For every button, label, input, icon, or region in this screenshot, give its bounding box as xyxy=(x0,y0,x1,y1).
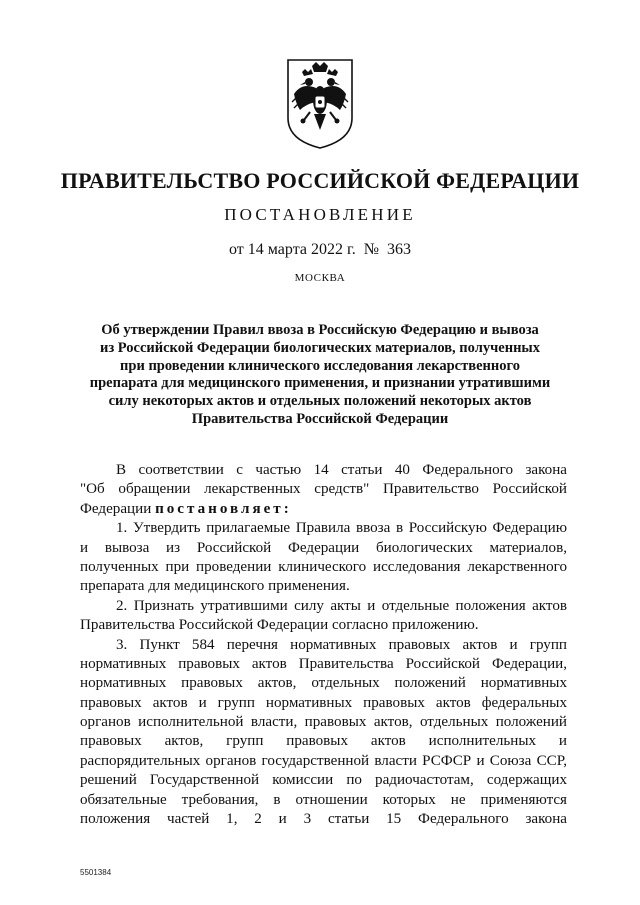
coat-of-arms-emblem-icon xyxy=(282,52,358,152)
title-line: из Российской Федерации биологических материалов, полученных xyxy=(99,339,541,356)
document-type: ПОСТАНОВЛЕНИЕ xyxy=(224,205,416,224)
body-line: нормативных правовых актов Правительства Российской Федерации, xyxy=(80,655,567,672)
body-line: препарата для медицинского применения. xyxy=(80,578,350,595)
title-line: препарата для медицинского применения, и признании утратившими xyxy=(89,375,551,392)
government-heading: ПРАВИТЕЛЬСТВО РОССИЙСКОЙ ФЕДЕРАЦИИ xyxy=(60,168,580,193)
body-line: 1. Утвердить прилагаемые Правила ввоза в Российскую Федерацию xyxy=(116,520,567,537)
document-body xyxy=(80,461,567,829)
document-number-footer: 5501384 xyxy=(80,868,112,877)
body-line-text: Федерации xyxy=(80,500,156,517)
body-line: Правительства Российской Федерации согласно приложению. xyxy=(80,617,479,634)
body-line: нормативных правовых актов, отдельных положений нормативных xyxy=(80,675,567,692)
body-line: обязательные требования, в отношении которых не применяются xyxy=(80,791,567,808)
body-line xyxy=(80,500,567,519)
body-line: полученных при проведении клинического исследования лекарственного xyxy=(80,558,567,575)
title-line: силу некоторых актов и отдельных положений некоторых актов xyxy=(108,393,532,410)
body-line: "Об обращении лекарственных средств" Правительство Российской xyxy=(80,481,567,498)
body-line: распорядительных органов государственной власти РСФСР и Союза ССР, xyxy=(80,752,567,769)
body-line: и вывоза из Российской Федерации биологических материалов, xyxy=(80,539,567,556)
resolves-keyword: постановляет: xyxy=(155,500,292,517)
title-line: Об утверждении Правил ввоза в Российскую Федерацию и вывоза xyxy=(101,322,539,338)
body-line: решений Государственной комиссии по радиочастотам, содержащих xyxy=(80,772,567,789)
body-line: правовых актов, групп правовых актов исполнительных и xyxy=(80,733,567,750)
body-line: положения частей 1, 2 и 3 статьи 15 Федерального закона xyxy=(80,811,567,828)
body-line: 3. Пункт 584 перечня нормативных правовых актов и групп xyxy=(116,636,567,653)
city: МОСКВА xyxy=(294,272,346,284)
body-line: В соответствии с частью 14 статьи 40 Федерального закона xyxy=(116,462,567,478)
body-line: органов исполнительной власти, правовых актов, отдельных положений xyxy=(80,714,567,731)
title-line: Правительства Российской Федерации xyxy=(191,410,449,427)
document-title xyxy=(0,322,640,429)
title-line: при проведении клинического исследования лекарственного xyxy=(120,357,520,374)
body-line: правовых актов и групп нормативных правовых актов федеральных xyxy=(80,694,567,711)
date-and-number: от 14 марта 2022 г. № 363 xyxy=(229,241,411,258)
body-line: 2. Признать утратившими силу акты и отдельные положения актов xyxy=(116,597,567,614)
